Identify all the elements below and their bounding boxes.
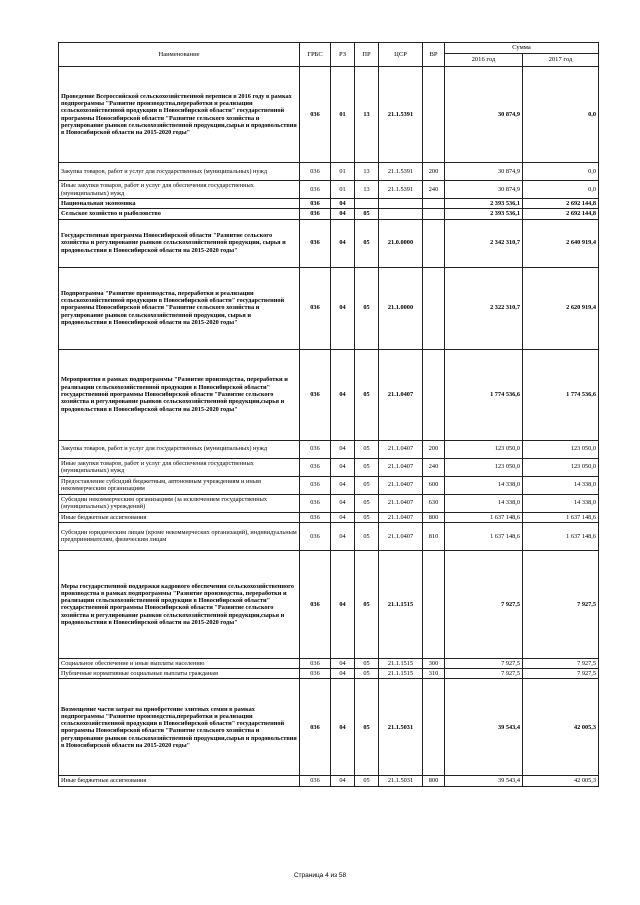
cell-2017: 2 620 919,4 <box>523 267 599 349</box>
header-sum: Сумма <box>445 43 599 54</box>
table-row <box>59 679 599 776</box>
cell-name: Социальное обеспечение и иные выплаты населению <box>59 658 300 668</box>
cell-pr: 05 <box>355 209 379 219</box>
cell-2017: 42 005,3 <box>523 776 599 786</box>
cell-vr: 630 <box>423 494 445 512</box>
cell-name: Предоставление субсидий бюджетным, автономным учреждениям и иным некоммерческим организациям <box>59 476 300 494</box>
cell-name: Мероприятия в рамках подпрограммы "Развитие производства, переработки и реализации сельскохозяйственной продукции в Новосибирской области" государственной программы Новосибирской области "Развитие сельского хозяйства и регулирование рынков сельскохозяйственной продукции,сырья и продовольствия в Новосибирской области на 2015-2020 годы" <box>59 349 300 440</box>
cell-2016: 1 637 148,6 <box>445 522 523 550</box>
cell-pr: 05 <box>355 349 379 440</box>
cell-rz: 01 <box>331 67 355 163</box>
cell-pr: 05 <box>355 550 379 658</box>
cell-rz: 04 <box>331 476 355 494</box>
header-2017: 2017 год <box>523 54 599 67</box>
cell-grbs: 036 <box>300 209 331 219</box>
table-row <box>59 440 599 458</box>
cell-2016: 123 050,0 <box>445 458 523 476</box>
cell-vr: 800 <box>423 776 445 786</box>
cell-grbs: 036 <box>300 67 331 163</box>
cell-2017: 0,0 <box>523 67 599 163</box>
cell-grbs: 036 <box>300 267 331 349</box>
cell-pr: 05 <box>355 512 379 522</box>
cell-vr <box>423 267 445 349</box>
cell-csr: 21.1.1515 <box>379 550 423 658</box>
cell-name: Субсидии некоммерческим организациям (за исключением государственных (муниципальных) учреждений) <box>59 494 300 512</box>
cell-rz: 04 <box>331 199 355 209</box>
cell-2016: 30 874,9 <box>445 67 523 163</box>
cell-csr: 21.1.5391 <box>379 181 423 199</box>
table-row <box>59 209 599 219</box>
cell-vr: 200 <box>423 440 445 458</box>
cell-csr: 21.0.0000 <box>379 219 423 267</box>
table-row <box>59 267 599 349</box>
table-row <box>59 349 599 440</box>
cell-csr: 21.1.5391 <box>379 67 423 163</box>
table-row <box>59 776 599 786</box>
cell-pr: 05 <box>355 219 379 267</box>
cell-grbs: 036 <box>300 679 331 776</box>
cell-csr: 21.1.0407 <box>379 458 423 476</box>
cell-name: Публичные нормативные социальные выплаты гражданам <box>59 669 300 679</box>
header-grbs: ГРБС <box>300 43 331 67</box>
cell-csr: 21.1.5391 <box>379 163 423 181</box>
cell-name: Закупка товаров, работ и услуг для государственных (муниципальных) нужд <box>59 163 300 181</box>
cell-csr: 21.1.1515 <box>379 658 423 668</box>
cell-name: Государственная программа Новосибирской области "Развитие сельского хозяйства и регулирование рынков сельскохозяйственной продукции, сырья и продовольствия в Новосибирской области на 2015-2020 годы" <box>59 219 300 267</box>
cell-vr: 300 <box>423 658 445 668</box>
cell-name: Иные бюджетные ассигнования <box>59 512 300 522</box>
cell-2016: 14 338,0 <box>445 494 523 512</box>
table-row <box>59 67 599 163</box>
cell-vr: 240 <box>423 458 445 476</box>
cell-grbs: 036 <box>300 349 331 440</box>
cell-2017: 2 692 144,8 <box>523 199 599 209</box>
cell-pr: 05 <box>355 440 379 458</box>
cell-2017: 1 637 148,6 <box>523 512 599 522</box>
table-row <box>59 181 599 199</box>
cell-2016: 30 874,9 <box>445 181 523 199</box>
cell-pr: 05 <box>355 658 379 668</box>
cell-csr: 21.1.0407 <box>379 440 423 458</box>
cell-2016: 2 322 310,7 <box>445 267 523 349</box>
cell-2017: 123 050,0 <box>523 440 599 458</box>
table-row <box>59 522 599 550</box>
cell-2016: 123 050,0 <box>445 440 523 458</box>
cell-grbs: 036 <box>300 458 331 476</box>
cell-rz: 01 <box>331 181 355 199</box>
cell-grbs: 036 <box>300 522 331 550</box>
cell-name: Сельское хозяйство и рыболовство <box>59 209 300 219</box>
cell-2017: 0,0 <box>523 181 599 199</box>
cell-grbs: 036 <box>300 512 331 522</box>
cell-rz: 04 <box>331 522 355 550</box>
cell-name: Меры государственной поддержки кадрового обеспечения сельскохозяйственного производства в рамках подпрограммы "Развитие производства, переработки и реализации сельскохозяйственной продукции в Новосибирской области" государственной программы Новосибирской области "Развитие сельского хозяйства и регулирование рынков сельскохозяйственной продукции,сырья и продовольствия в Новосибирской области на 2015-2020 годы" <box>59 550 300 658</box>
cell-2016: 39 543,4 <box>445 776 523 786</box>
cell-rz: 04 <box>331 494 355 512</box>
cell-grbs: 036 <box>300 476 331 494</box>
cell-vr: 200 <box>423 163 445 181</box>
cell-2017: 2 640 919,4 <box>523 219 599 267</box>
cell-2016: 7 927,5 <box>445 550 523 658</box>
table-row <box>59 512 599 522</box>
cell-name: Возмещение части затрат на приобретение элитных семян в рамках подпрограммы "Развитие производства,переработки и реализации сельскохозяйственной продукции в Новосибирской области" государственной программы Новосибирской области "Развитие сельского хозяйства и регулирование рынков сельскохозяйственной продукции,сырья и продовольствия в Новосибирской области на 2015-2020 годы" <box>59 679 300 776</box>
cell-grbs: 036 <box>300 669 331 679</box>
table-row <box>59 199 599 209</box>
cell-vr <box>423 679 445 776</box>
cell-vr: 240 <box>423 181 445 199</box>
cell-csr: 21.1.0407 <box>379 512 423 522</box>
cell-pr: 13 <box>355 181 379 199</box>
cell-pr: 13 <box>355 67 379 163</box>
table-row <box>59 476 599 494</box>
cell-grbs: 036 <box>300 550 331 658</box>
cell-pr: 05 <box>355 267 379 349</box>
cell-name: Иные закупки товаров, работ и услуг для обеспечения государственных (муниципальных) нужд <box>59 458 300 476</box>
cell-grbs: 036 <box>300 181 331 199</box>
cell-csr <box>379 199 423 209</box>
cell-pr <box>355 199 379 209</box>
cell-name: Иные закупки товаров, работ и услуг для обеспечения государственных (муниципальных) нужд <box>59 181 300 199</box>
cell-vr: 800 <box>423 512 445 522</box>
cell-2017: 0,0 <box>523 163 599 181</box>
cell-vr <box>423 349 445 440</box>
table-row <box>59 219 599 267</box>
cell-name: Субсидии юридическим лицам (кроме некоммерческих организаций), индивидуальным предпринимателям, физическим лицам <box>59 522 300 550</box>
cell-rz: 04 <box>331 349 355 440</box>
header-pr: ПР <box>355 43 379 67</box>
cell-pr: 05 <box>355 679 379 776</box>
cell-name: Закупка товаров, работ и услуг для государственных (муниципальных) нужд <box>59 440 300 458</box>
cell-grbs: 036 <box>300 199 331 209</box>
cell-csr: 21.1.0407 <box>379 349 423 440</box>
cell-grbs: 036 <box>300 658 331 668</box>
cell-csr: 21.1.0407 <box>379 476 423 494</box>
table-body <box>59 67 599 787</box>
cell-2016: 1 774 536,6 <box>445 349 523 440</box>
cell-rz: 04 <box>331 458 355 476</box>
cell-grbs: 036 <box>300 440 331 458</box>
cell-2016: 39 543,4 <box>445 679 523 776</box>
cell-rz: 04 <box>331 550 355 658</box>
cell-grbs: 036 <box>300 219 331 267</box>
cell-vr: 600 <box>423 476 445 494</box>
cell-name: Иные бюджетные ассигнования <box>59 776 300 786</box>
cell-rz: 04 <box>331 267 355 349</box>
cell-rz: 04 <box>331 440 355 458</box>
header-csr: ЦСР <box>379 43 423 67</box>
cell-2017: 1 637 148,6 <box>523 522 599 550</box>
cell-rz: 04 <box>331 658 355 668</box>
cell-pr: 05 <box>355 476 379 494</box>
cell-name: Подпрограмма "Развитие производства, переработки и реализации сельскохозяйственной продукции в Новосибирской области" государственной программы Новосибирской области "Развитие сельского хозяйства и регулирование рынков сельскохозяйственной продукции, сырья и продовольствия в Новосибирской области на 2015-2020 годы" <box>59 267 300 349</box>
cell-csr: 21.1.5031 <box>379 679 423 776</box>
table-row <box>59 669 599 679</box>
page-footer: Страница 4 из 58 <box>293 872 347 879</box>
cell-grbs: 036 <box>300 494 331 512</box>
cell-vr <box>423 199 445 209</box>
cell-2017: 14 338,0 <box>523 476 599 494</box>
cell-pr: 05 <box>355 458 379 476</box>
cell-vr: 310 <box>423 669 445 679</box>
cell-pr: 13 <box>355 163 379 181</box>
budget-table <box>58 42 599 787</box>
cell-csr <box>379 209 423 219</box>
header-vr: ВР <box>423 43 445 67</box>
cell-2017: 123 050,0 <box>523 458 599 476</box>
table-row <box>59 163 599 181</box>
cell-2016: 2 342 310,7 <box>445 219 523 267</box>
header-2016: 2016 год <box>445 54 523 67</box>
document-page <box>58 42 598 787</box>
cell-2016: 30 874,9 <box>445 163 523 181</box>
cell-vr <box>423 209 445 219</box>
cell-2016: 1 637 148,6 <box>445 512 523 522</box>
cell-pr: 05 <box>355 776 379 786</box>
cell-2017: 7 927,5 <box>523 658 599 668</box>
header-name: Наименование <box>59 43 300 67</box>
cell-2016: 7 927,5 <box>445 669 523 679</box>
cell-2016: 14 338,0 <box>445 476 523 494</box>
cell-grbs: 036 <box>300 163 331 181</box>
table-row <box>59 550 599 658</box>
cell-2017: 1 774 536,6 <box>523 349 599 440</box>
cell-name: Национальная экономика <box>59 199 300 209</box>
cell-rz: 01 <box>331 163 355 181</box>
cell-csr: 21.1.0407 <box>379 522 423 550</box>
cell-rz: 04 <box>331 669 355 679</box>
cell-csr: 21.1.1515 <box>379 669 423 679</box>
table-header <box>59 43 599 67</box>
cell-2016: 2 393 536,1 <box>445 209 523 219</box>
cell-rz: 04 <box>331 209 355 219</box>
cell-rz: 04 <box>331 776 355 786</box>
cell-2017: 42 005,3 <box>523 679 599 776</box>
header-rz: РЗ <box>331 43 355 67</box>
cell-csr: 21.1.5031 <box>379 776 423 786</box>
cell-rz: 04 <box>331 512 355 522</box>
cell-csr: 21.1.0407 <box>379 494 423 512</box>
cell-vr <box>423 219 445 267</box>
cell-pr: 05 <box>355 522 379 550</box>
table-row <box>59 658 599 668</box>
cell-csr: 21.1.0000 <box>379 267 423 349</box>
table-row <box>59 494 599 512</box>
cell-pr: 05 <box>355 494 379 512</box>
cell-2016: 2 393 536,1 <box>445 199 523 209</box>
cell-2017: 7 927,5 <box>523 550 599 658</box>
cell-pr: 05 <box>355 669 379 679</box>
cell-rz: 04 <box>331 679 355 776</box>
cell-vr: 810 <box>423 522 445 550</box>
cell-grbs: 036 <box>300 776 331 786</box>
cell-2017: 14 338,0 <box>523 494 599 512</box>
cell-2017: 2 692 144,8 <box>523 209 599 219</box>
cell-rz: 04 <box>331 219 355 267</box>
cell-vr <box>423 550 445 658</box>
cell-name: Проведение Всероссийской сельскохозяйственной переписи в 2016 году в рамках подпрограммы "Развитие производства,переработки и реализации сельскохозяйственной продукции в Новосибирской области" государственной программы Новосибирской области "Развитие сельского хозяйства и регулирование рынков сельскохозяйственной продукции,сырья и продовольствия в Новосибирской области на 2015-2020 годы" <box>59 67 300 163</box>
cell-2016: 7 927,5 <box>445 658 523 668</box>
table-row <box>59 458 599 476</box>
cell-2017: 7 927,5 <box>523 669 599 679</box>
cell-vr <box>423 67 445 163</box>
